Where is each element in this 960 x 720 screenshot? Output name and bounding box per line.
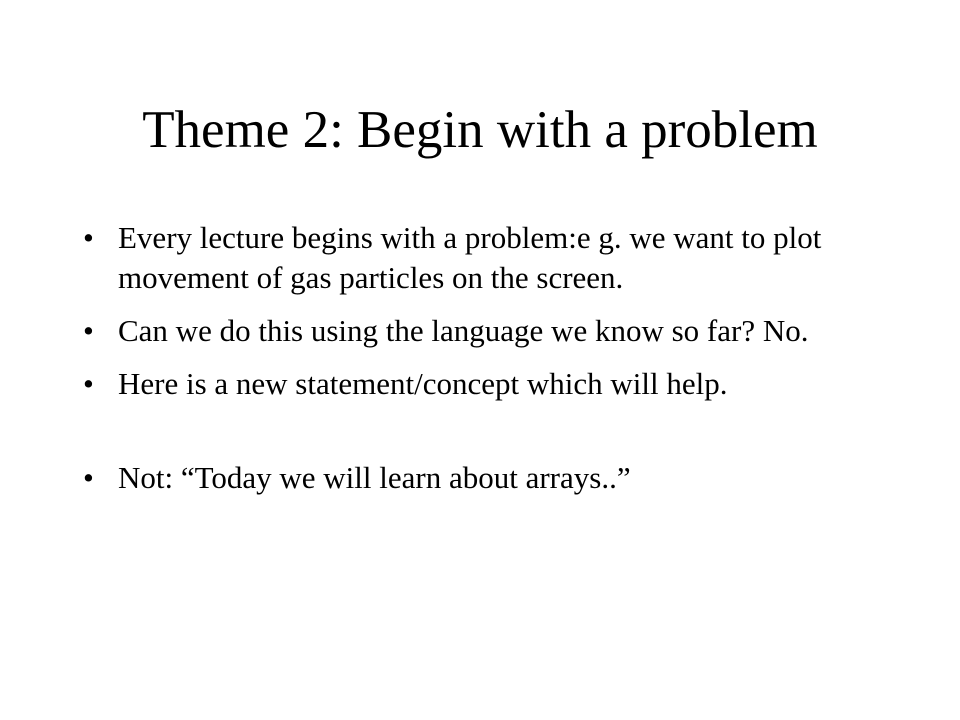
bullet-text: Can we do this using the language we know so far? No. bbox=[118, 313, 809, 348]
slide-title: Theme 2: Begin with a problem bbox=[142, 101, 818, 159]
bullet-item bbox=[80, 364, 880, 404]
bullet-icon: • bbox=[83, 220, 94, 255]
bullet-item bbox=[80, 311, 880, 351]
bullet-icon: • bbox=[83, 366, 94, 401]
bullet-item bbox=[80, 458, 880, 498]
bullet-text: Every lecture begins with a problem:e g. we want to plot movement of gas particles on the screen. bbox=[118, 220, 822, 295]
bullet-text: Not: “Today we will learn about arrays..” bbox=[118, 460, 631, 495]
bullet-list bbox=[80, 218, 880, 511]
bullet-icon: • bbox=[83, 313, 94, 348]
bullet-text: Here is a new statement/concept which will help. bbox=[118, 366, 728, 401]
bullet-icon: • bbox=[83, 460, 94, 495]
bullet-item bbox=[80, 218, 880, 298]
